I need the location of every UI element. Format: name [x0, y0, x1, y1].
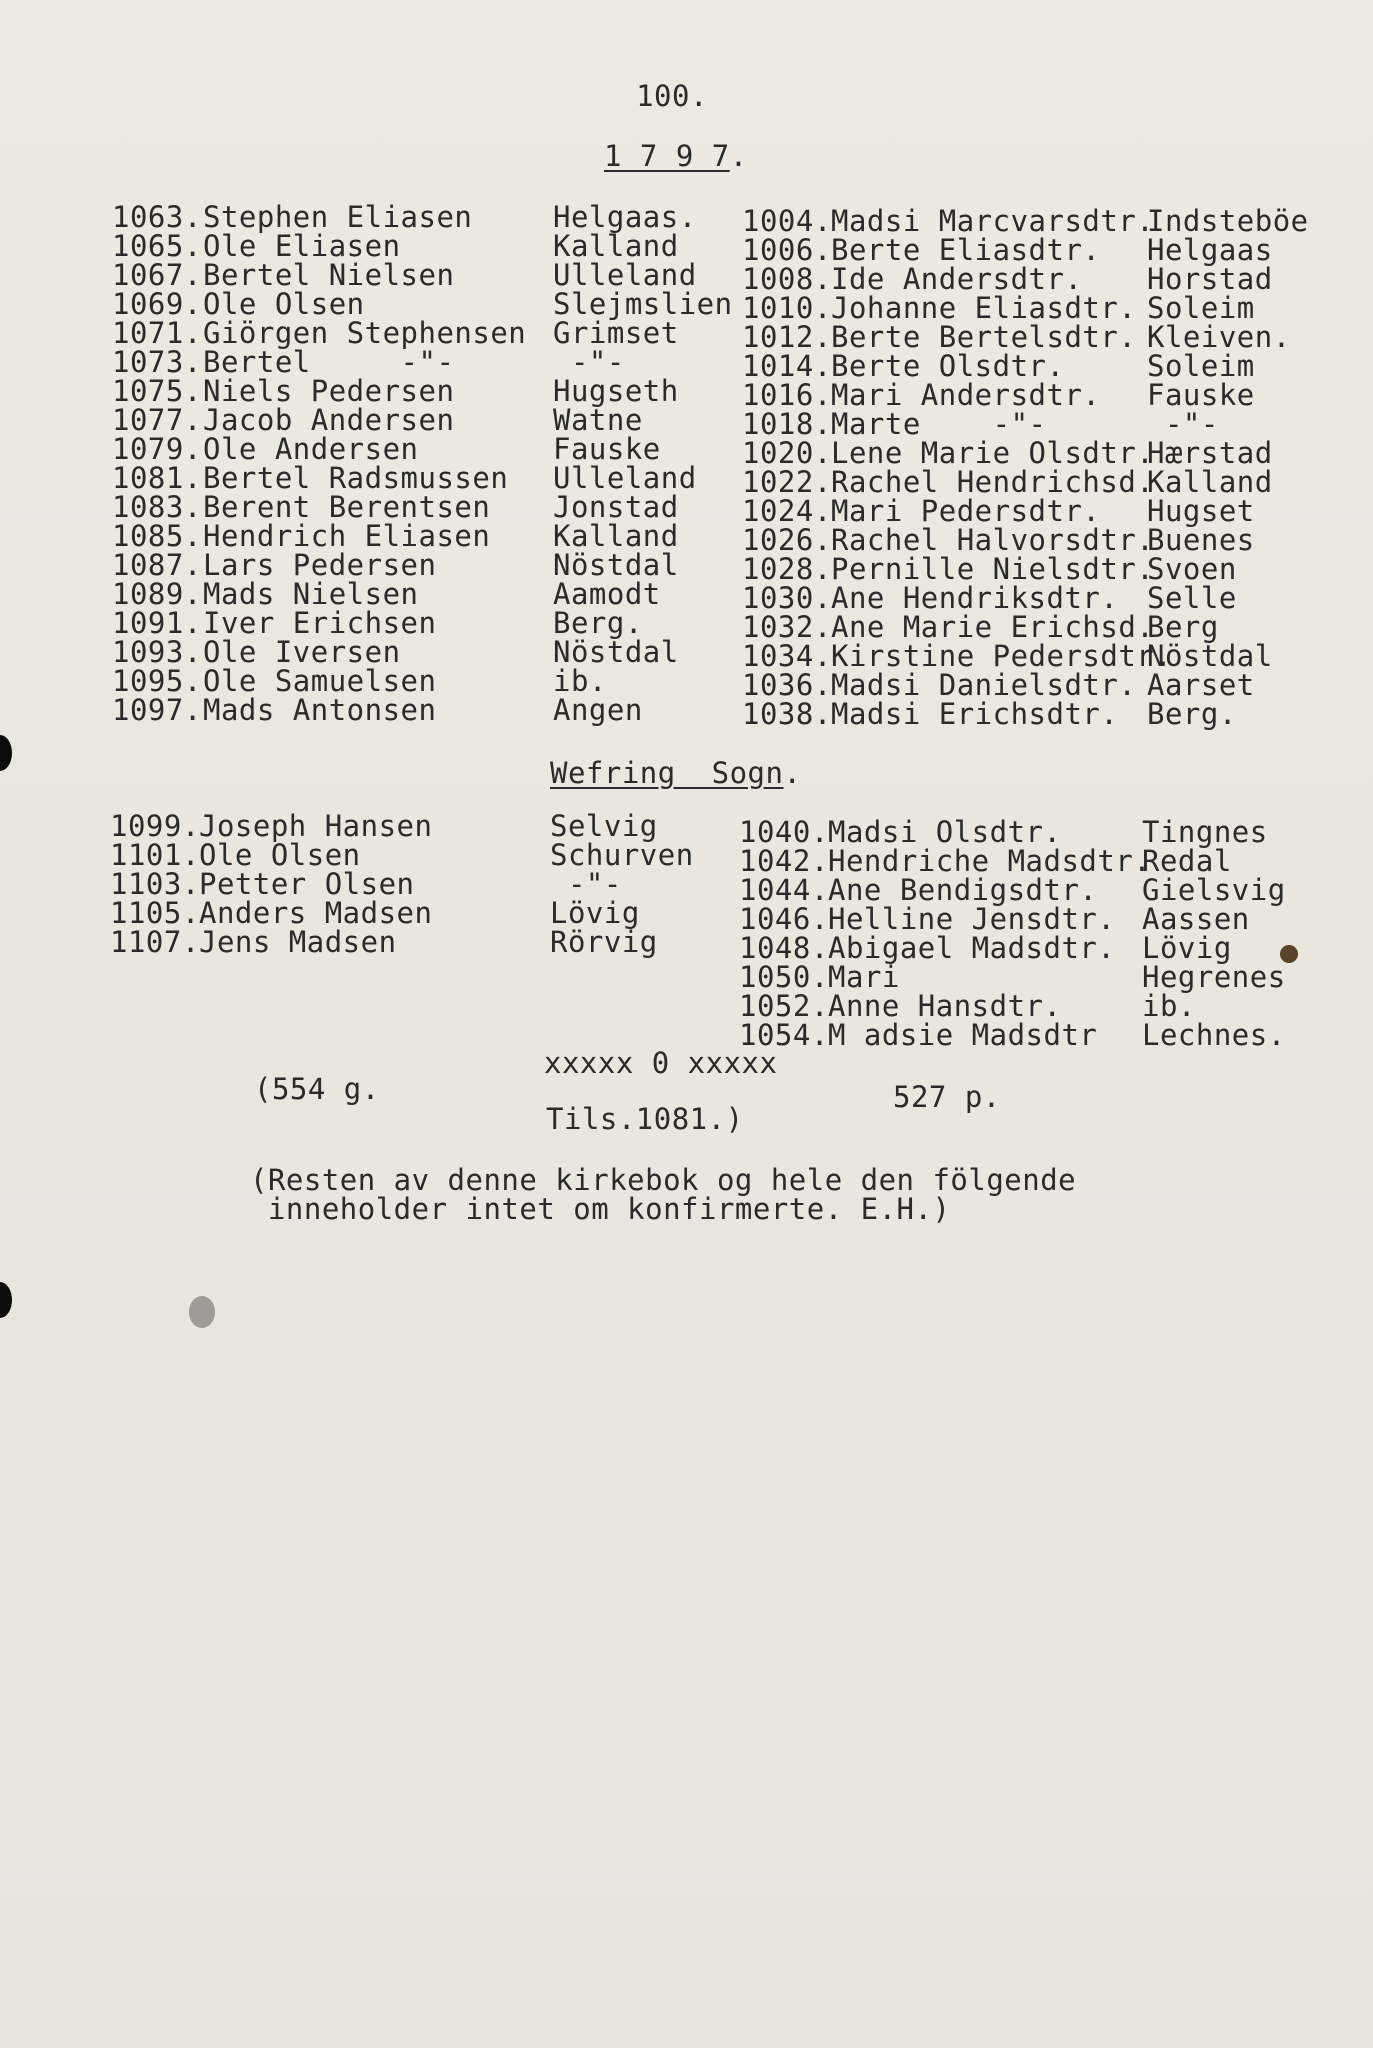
binding-hole-bottom: [0, 1282, 12, 1318]
section2-left-entry-num: 1101.: [110, 838, 200, 872]
section1-right-entry-name: Berte Eliasdtr.: [831, 233, 1101, 267]
section2-left-names: [199, 809, 433, 959]
year-heading-text: 1 7 9 7: [604, 139, 730, 173]
section1-right-entry-name: Rachel Halvorsdtr.: [831, 523, 1155, 557]
section1-right-entry-name: Ane Hendriksdtr.: [831, 581, 1119, 615]
section2-right-entry-num: 1040.: [739, 815, 829, 849]
section1-left-entry-name: Bertel -"-: [203, 345, 455, 379]
section1-left-entry-name: Mads Nielsen: [203, 577, 419, 611]
section1-left-places: [553, 200, 733, 727]
section2-right-names: [828, 815, 1152, 1052]
section1-left-entry-name: Lars Pedersen: [203, 548, 437, 582]
section1-left-entry-num: 1079.: [112, 432, 202, 466]
section1-right-entry-name: Madsi Marcvarsdtr.: [831, 204, 1155, 238]
section1-left-entry-place: Ulleland: [553, 461, 697, 495]
section2-left-entry-name: Joseph Hansen: [199, 809, 433, 843]
section1-right-entry-num: 1034.: [742, 639, 832, 673]
section1-right-entry-name: Madsi Danielsdtr.: [831, 668, 1137, 702]
section1-left-entry-place: Angen: [553, 693, 643, 727]
section1-left-entry-num: 1077.: [112, 403, 202, 437]
section1-right-entry-num: 1024.: [742, 494, 832, 528]
section1-left-names: [203, 200, 527, 727]
section1-right-entry-place: Aarset: [1147, 668, 1255, 702]
section1-left-entry-name: Giörgen Stephensen: [203, 316, 527, 350]
section2-right-entry-place: Tingnes: [1142, 815, 1268, 849]
section1-left-entry-num: 1071.: [112, 316, 202, 350]
section1-left-entry-place: Watne: [553, 403, 643, 437]
section1-right-entry-num: 1018.: [742, 407, 832, 441]
section1-left-entry-place: Aamodt: [553, 577, 661, 611]
section1-right-entry-num: 1036.: [742, 668, 832, 702]
section1-right-entry-place: Indsteböe: [1147, 204, 1309, 238]
section1-right-entry-place: Selle: [1147, 581, 1237, 615]
section1-left-entry-num: 1095.: [112, 664, 202, 698]
section1-right-entry-place: -"-: [1147, 407, 1219, 441]
section1-right-entry-place: Soleim: [1147, 291, 1255, 325]
section2-right-entry-place: Aassen: [1142, 902, 1250, 936]
section2-right-entry-name: Anne Hansdtr.: [828, 989, 1062, 1023]
separator: xxxxx 0 xxxxx: [544, 1046, 778, 1080]
section1-left-entry-num: 1065.: [112, 229, 202, 263]
section1-left-entry-name: Jacob Andersen: [203, 403, 455, 437]
section1-right-entry-place: Kleiven.: [1147, 320, 1291, 354]
section1-left-entry-place: Nöstdal: [553, 548, 679, 582]
section2-right-entry-name: Ane Bendigsdtr.: [828, 873, 1098, 907]
section2-right-entry-name: M adsie Madsdtr: [828, 1018, 1098, 1052]
section1-right-entry-place: Kalland: [1147, 465, 1273, 499]
section1-left-entry-num: 1083.: [112, 490, 202, 524]
section2-left-entry-name: Petter Olsen: [199, 867, 415, 901]
section1-left-entry-name: Mads Antonsen: [203, 693, 437, 727]
section1-left-entry-num: 1087.: [112, 548, 202, 582]
section1-left-entry-num: 1073.: [112, 345, 202, 379]
section2-right-entry-num: 1052.: [739, 989, 829, 1023]
section1-right-entry-name: Rachel Hendrichsd.: [831, 465, 1155, 499]
section1-left-entry-num: 1081.: [112, 461, 202, 495]
section1-right-entry-num: 1026.: [742, 523, 832, 557]
note-line-2: inneholder intet om konfirmerte. E.H.): [250, 1192, 951, 1226]
section2-left-entry-name: Jens Madsen: [199, 925, 397, 959]
section1-right-entry-name: Berte Olsdtr.: [831, 349, 1065, 383]
section1-left-entry-num: 1063.: [112, 200, 202, 234]
section1-right-entry-place: Helgaas: [1147, 233, 1273, 267]
section1-right-entry-num: 1022.: [742, 465, 832, 499]
section1-left-entry-name: Ole Samuelsen: [203, 664, 437, 698]
section1-left-entry-place: Hugseth: [553, 374, 679, 408]
section1-left-entry-place: Grimset: [553, 316, 679, 350]
section1-right-entry-num: 1028.: [742, 552, 832, 586]
section2-left-entry-num: 1105.: [110, 896, 200, 930]
section2-left-numbers: [110, 809, 200, 959]
section2-right-entry-place: Redal: [1142, 844, 1232, 878]
section1-left-entry-num: 1085.: [112, 519, 202, 553]
section2-heading-text: Wefring Sogn: [550, 756, 784, 790]
section2-right-entry-num: 1048.: [739, 931, 829, 965]
section1-left-entry-name: Niels Pedersen: [203, 374, 455, 408]
section1-left-entry-num: 1093.: [112, 635, 202, 669]
section1-left-entry-name: Ole Eliasen: [203, 229, 401, 263]
section2-heading-period: .: [783, 756, 802, 790]
section1-left-entry-num: 1091.: [112, 606, 202, 640]
section1-left-entry-name: Iver Erichsen: [203, 606, 437, 640]
section1-right-entry-num: 1008.: [742, 262, 832, 296]
section1-right-entry-num: 1014.: [742, 349, 832, 383]
section2-right-entry-name: Madsi Olsdtr.: [828, 815, 1062, 849]
section2-right-entry-name: Hendriche Madsdtr.: [828, 844, 1152, 878]
section1-right-entry-name: Madsi Erichsdtr.: [831, 697, 1119, 731]
section2-left-entry-name: Anders Madsen: [199, 896, 433, 930]
section1-right-names: [831, 204, 1173, 731]
section1-left-entry-name: Bertel Radsmussen: [203, 461, 509, 495]
section1-left-entry-name: Bertel Nielsen: [203, 258, 455, 292]
note-line-1: (Resten av denne kirkebok og hele den fölgende: [250, 1163, 1077, 1197]
section1-right-entry-num: 1030.: [742, 581, 832, 615]
section1-right-entry-place: Berg.: [1147, 697, 1237, 731]
section1-right-numbers: [742, 204, 832, 731]
section1-right-entry-place: Hugset: [1147, 494, 1255, 528]
section1-right-entry-name: Marte -"-: [831, 407, 1047, 441]
section1-right-places: [1147, 204, 1309, 731]
section2-left-entry-place: Lövig: [550, 896, 640, 930]
total-right: 527 p.: [893, 1080, 1001, 1114]
section1-left-entry-name: Stephen Eliasen: [203, 200, 473, 234]
section1-left-entry-name: Ole Andersen: [203, 432, 419, 466]
stain-mark: [189, 1296, 215, 1328]
section2-left-places: [550, 809, 694, 959]
section1-right-entry-name: Pernille Nielsdtr.: [831, 552, 1155, 586]
binding-hole-top: [0, 735, 12, 771]
section1-right-entry-place: Berg: [1147, 610, 1219, 644]
section1-right-entry-num: 1006.: [742, 233, 832, 267]
section2-right-entry-num: 1050.: [739, 960, 829, 994]
section1-left-entry-place: -"-: [553, 345, 625, 379]
section2-left-entry-num: 1103.: [110, 867, 200, 901]
section1-left-entry-place: Ulleland: [553, 258, 697, 292]
section1-left-entry-name: Ole Olsen: [203, 287, 365, 321]
section2-left-entry-name: Ole Olsen: [199, 838, 361, 872]
section2-right-entry-name: Abigael Madsdtr.: [828, 931, 1116, 965]
year-heading: [604, 139, 748, 173]
section1-left-entry-num: 1089.: [112, 577, 202, 611]
section2-left-entry-num: 1099.: [110, 809, 200, 843]
section2-right-numbers: [739, 815, 829, 1052]
section1-left-entry-place: Fauske: [553, 432, 661, 466]
section2-right-entry-name: Mari: [828, 960, 900, 994]
section1-right-entry-num: 1004.: [742, 204, 832, 238]
page-number: 100.: [636, 79, 708, 113]
section1-left-entry-num: 1069.: [112, 287, 202, 321]
section1-right-entry-place: Nöstdal: [1147, 639, 1273, 673]
section1-left-numbers: [112, 200, 202, 727]
section1-left-entry-num: 1067.: [112, 258, 202, 292]
section2-left-entry-place: Schurven: [550, 838, 694, 872]
section2-right-entry-place: Gielsvig: [1142, 873, 1286, 907]
section1-right-entry-place: Hærstad: [1147, 436, 1273, 470]
section2-right-entry-num: 1044.: [739, 873, 829, 907]
section1-left-entry-name: Hendrich Eliasen: [203, 519, 491, 553]
section2-right-entry-num: 1042.: [739, 844, 829, 878]
section2-right-entry-place: Lövig: [1142, 931, 1232, 965]
section1-right-entry-name: Mari Pedersdtr.: [831, 494, 1101, 528]
section1-right-entry-name: Mari Andersdtr.: [831, 378, 1101, 412]
section1-right-entry-num: 1032.: [742, 610, 832, 644]
ink-blot: [1280, 945, 1298, 963]
section2-right-entry-name: Helline Jensdtr.: [828, 902, 1116, 936]
section1-left-entry-place: Slejmslien: [553, 287, 733, 321]
section1-right-entry-name: Berte Bertelsdtr.: [831, 320, 1137, 354]
section1-left-entry-place: Kalland: [553, 229, 679, 263]
section2-left-entry-place: Selvig: [550, 809, 658, 843]
section1-right-entry-name: Johanne Eliasdtr.: [831, 291, 1137, 325]
section1-right-entry-place: Horstad: [1147, 262, 1273, 296]
section1-left-entry-place: ib.: [553, 664, 607, 698]
section2-right-entry-place: Lechnes.: [1142, 1018, 1286, 1052]
year-heading-period: .: [729, 139, 748, 173]
section1-right-entry-name: Kirstine Pedersdtr.: [831, 639, 1173, 673]
section1-right-entry-num: 1038.: [742, 697, 832, 731]
section1-right-entry-num: 1012.: [742, 320, 832, 354]
section1-left-entry-place: Helgaas.: [553, 200, 697, 234]
section1-left-entry-num: 1075.: [112, 374, 202, 408]
section1-left-entry-num: 1097.: [112, 693, 202, 727]
section1-left-entry-name: Berent Berentsen: [203, 490, 491, 524]
section1-left-entry-place: Kalland: [553, 519, 679, 553]
section1-right-entry-name: Lene Marie Olsdtr.: [831, 436, 1155, 470]
section1-right-entry-place: Fauske: [1147, 378, 1255, 412]
section1-right-entry-place: Buenes: [1147, 523, 1255, 557]
section1-right-entry-num: 1010.: [742, 291, 832, 325]
section2-right-entry-num: 1054.: [739, 1018, 829, 1052]
section1-right-entry-name: Ane Marie Erichsd.: [831, 610, 1155, 644]
section2-right-entry-place: Hegrenes: [1142, 960, 1286, 994]
section2-left-entry-place: Rörvig: [550, 925, 658, 959]
section2-heading: [550, 756, 802, 790]
section1-right-entry-num: 1016.: [742, 378, 832, 412]
tils-note: Tils.1081.): [546, 1102, 744, 1136]
section1-left-entry-place: Nöstdal: [553, 635, 679, 669]
section1-right-entry-place: Soleim: [1147, 349, 1255, 383]
section1-right-entry-num: 1020.: [742, 436, 832, 470]
section1-right-entry-name: Ide Andersdtr.: [831, 262, 1083, 296]
section1-left-entry-place: Berg.: [553, 606, 643, 640]
total-left: (554 g.: [254, 1072, 380, 1106]
section1-left-entry-name: Ole Iversen: [203, 635, 401, 669]
section2-right-places: [1142, 815, 1286, 1052]
section2-right-entry-num: 1046.: [739, 902, 829, 936]
section1-right-entry-place: Svoen: [1147, 552, 1237, 586]
section2-left-entry-num: 1107.: [110, 925, 200, 959]
section2-right-entry-place: ib.: [1142, 989, 1196, 1023]
section2-left-entry-place: -"-: [550, 867, 622, 901]
section1-left-entry-place: Jonstad: [553, 490, 679, 524]
